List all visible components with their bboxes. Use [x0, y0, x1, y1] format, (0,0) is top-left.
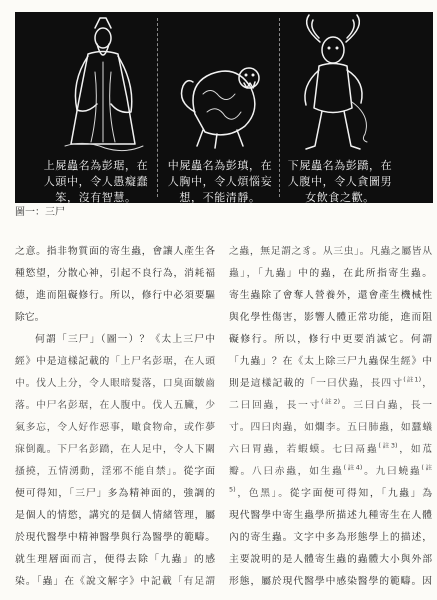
text-line	[15, 395, 215, 417]
quoted-text: 瓣。八曰赤蟲，如生蟲	[229, 466, 344, 477]
text-line	[15, 285, 215, 307]
quoted-text: 搔撓，五情湧動，淫邪不能自禁」。	[15, 466, 184, 477]
figure-caption: 圖一：三尸	[15, 207, 65, 218]
body-text: 何謂「三尸」（圖一）？《太上三尸中	[35, 334, 215, 345]
horned-eye	[328, 47, 331, 50]
upper-corpse-illustration	[65, 18, 143, 151]
footnote-marker: (註2)	[320, 397, 341, 406]
caption-line: 女飲食之歡。	[305, 191, 375, 203]
footnote-marker: (註4)	[343, 463, 363, 472]
body-text: 「九蟲」？在《太上除三尸九蟲保生經》中	[229, 356, 432, 367]
quoted-text: 「有足謂	[172, 576, 216, 587]
footnote-marker: 5)	[229, 485, 236, 494]
horned-head	[322, 37, 344, 63]
beast-fangs	[244, 82, 255, 88]
body-text: 現代醫學中寄生蟲學所描述九種寄生在人體	[229, 510, 432, 521]
caption-line: 人胸中，令人煩惱妄	[167, 175, 273, 188]
text-line	[15, 549, 215, 571]
text-line	[15, 527, 215, 549]
text-line	[229, 461, 432, 483]
body-text: 就生理層面而言，便得去除「九蟲」的感	[15, 554, 215, 565]
body-text: 從字面	[183, 466, 216, 477]
text-line	[15, 417, 215, 439]
text-line	[15, 373, 215, 395]
body-text: 寄生蟲除了會奪人營養外，還會產生機械性	[229, 290, 432, 301]
horned-arms	[305, 70, 362, 105]
right-horn	[346, 15, 359, 42]
topknot-hat	[95, 18, 111, 28]
body-text: 便可得知，「三尸」多為精神面的，強調的	[15, 488, 215, 499]
robe-folds	[91, 62, 115, 142]
body-text: 礙修行。所以，修行中更要消滅它。何謂	[229, 334, 432, 345]
quoted-text: 之蟲，無足謂之豸。从三虫」。凡蟲之屬皆从	[229, 246, 432, 257]
text-line	[15, 505, 215, 527]
body-text: 染。「蟲」在《說文解字》中記載	[15, 576, 173, 587]
quoted-text: 「上尸名彭琚，在人頭	[110, 356, 216, 367]
middle-corpse-illustration	[182, 68, 260, 148]
footnote-marker: (註	[421, 463, 433, 472]
horned-eye	[336, 47, 339, 50]
text-line	[15, 263, 215, 285]
quoted-text: 寐倒亂。下尸名彭蹻，在人足中，令人下關	[15, 444, 215, 455]
text-line	[15, 241, 215, 263]
body-text: 主要說明的是人體寄生蟲的蟲體大小與外部	[229, 554, 432, 565]
text-line	[229, 439, 432, 461]
quoted-text: 「一曰伏蟲，長四寸	[305, 378, 404, 389]
text-line	[229, 527, 432, 549]
panel-divider	[157, 18, 158, 197]
text-line	[15, 483, 215, 505]
body-text: 內的寄生蟲。文字中多為形態學上的描述，	[229, 532, 432, 543]
body-text: 經》中是這樣記載的	[15, 356, 111, 367]
quoted-text: ，色黑」。	[235, 488, 290, 499]
beast-eye	[252, 74, 255, 77]
footnote-marker: (註1)	[403, 375, 422, 384]
text-line	[229, 351, 432, 373]
text-line	[229, 417, 432, 439]
body-text: 形態，屬於現代醫學中感染醫學的範疇。因	[229, 576, 432, 587]
quoted-text: 。三曰白蟲，長一	[340, 400, 433, 411]
caption-line: 中屍蟲名為彭瑱，在	[167, 159, 273, 172]
text-line	[15, 571, 215, 593]
caption-line: 笨，沒有智慧。	[55, 191, 137, 203]
text-line	[15, 307, 215, 329]
horned-tail	[352, 102, 367, 142]
horned-legs	[306, 111, 360, 149]
text-line	[15, 439, 215, 461]
body-column-right	[229, 241, 432, 593]
text-line	[15, 461, 215, 483]
quoted-text: 落。中尸名彭琚，在人腹中。伐人五臟，少	[15, 400, 215, 411]
quoted-text: 。九曰蟯蟲	[362, 466, 422, 477]
beast-fur-swirls	[203, 90, 241, 119]
body-text: 是個人的情慾，講究的是個人情緒管理，屬	[15, 510, 215, 521]
body-text: 之意。指非物質面的寄生蟲，會讓人產生各	[15, 246, 215, 257]
quoted-text: 中。伐人上分，令人眼暗髮落，口臭面皺齒	[15, 378, 215, 389]
lower-corpse-illustration	[305, 15, 367, 149]
text-line	[229, 241, 432, 263]
beast-eye	[245, 74, 248, 77]
caption-line: 上屍蟲名為彭琚，在	[43, 159, 149, 172]
text-line	[229, 549, 432, 571]
quoted-text: 寸。四曰肉蟲，如爛李。五曰肺蟲，如蠶蟻	[229, 422, 432, 433]
body-text: 則是這樣記載的	[229, 378, 306, 389]
body-text: 種慾望，分散心神，引起不良行為，消耗福	[15, 268, 215, 279]
body-text: 除它。	[15, 312, 45, 323]
lower-corpse-caption	[281, 158, 399, 203]
beast-body	[193, 71, 255, 135]
caption-line: 想，不能清靜。	[179, 191, 261, 203]
panel-divider	[279, 18, 280, 197]
quoted-text: 六曰胃蟲，若蝦蟆。七曰鬲蟲	[229, 444, 379, 455]
three-corpses-figure	[15, 12, 433, 203]
quoted-text: 氣多忘，令人好作惡事，噉食物命，或作夢	[15, 422, 215, 433]
text-line	[229, 483, 432, 505]
text-line	[229, 307, 432, 329]
body-text: 德，進而阻礙修行。所以，修行中必須要驅	[15, 290, 215, 301]
quoted-text: ，	[421, 378, 432, 389]
body-column-left	[15, 241, 215, 593]
text-line	[229, 395, 432, 417]
text-line	[229, 373, 432, 395]
caption-line: 人頭中，令人愚癡蠢	[43, 175, 149, 188]
caption-line: 人腹中，令人貪圖男	[287, 175, 393, 188]
upper-corpse-caption	[37, 158, 155, 203]
text-line	[229, 571, 432, 593]
text-line	[229, 329, 432, 351]
quoted-text: ，如苽	[397, 444, 433, 455]
footnote-marker: (註3)	[378, 441, 398, 450]
body-text: 與化學性傷害，影響人體正常功能，進而阻	[229, 312, 432, 323]
middle-corpse-caption	[161, 158, 279, 203]
caption-line: 下屍蟲名為彭蹻，在	[287, 159, 393, 172]
body-text: 從字面便可得知，「九蟲」為	[289, 488, 432, 499]
quoted-text: 二曰回蟲，長一寸	[229, 400, 321, 411]
beast-legs	[197, 130, 243, 148]
body-text: 「九蟲」中的蟲，在此所指寄生蟲。	[257, 268, 432, 279]
text-line	[229, 263, 432, 285]
text-line	[229, 285, 432, 307]
left-horn	[307, 15, 320, 42]
text-line	[15, 351, 215, 373]
text-line	[229, 505, 432, 527]
text-line	[15, 329, 215, 351]
quoted-text: 蟲」，	[229, 268, 258, 279]
body-text: 於現代醫學中精神醫學與行為醫學的範疇。	[15, 532, 215, 543]
horned-body	[314, 64, 352, 113]
